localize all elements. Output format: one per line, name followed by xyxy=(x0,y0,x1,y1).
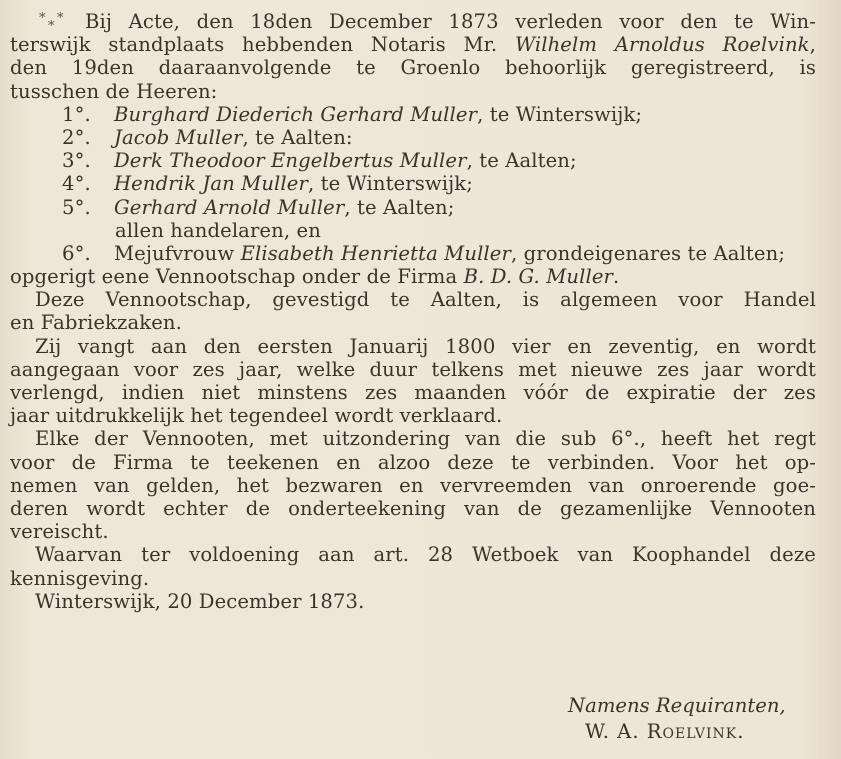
para-deze-line: en Fabriekzaken. xyxy=(10,311,182,335)
partner-name: Elisabeth Henrietta Muller xyxy=(240,241,511,265)
notice-document xyxy=(10,10,816,613)
para-elke-line: Elke der Vennooten, met uitzondering van die sub 6°., heeft het regt xyxy=(35,427,816,451)
asterism-icon: * * * xyxy=(39,11,64,34)
partner-name: Derk Theodoor Engelbertus Muller xyxy=(114,149,467,173)
para-deze-line: Deze Vennootschap, gevestigd te Aalten, is algemeen voor Handel xyxy=(35,288,816,312)
firma-line: opgerigt eene Vennootschap onder de Firma B. D. G. Muller. xyxy=(10,265,620,289)
partner-name: Gerhard Arnold Muller xyxy=(114,195,345,219)
para-zij-line: verlengd, indien niet minstens zes maanden vóór de expiratie der zes xyxy=(10,381,816,404)
partner-item: 3°. Derk Theodoor Engelbertus Muller, te Aalten; xyxy=(62,149,577,173)
allen-line: allen handelaren, en xyxy=(115,218,321,242)
para-elke-line: vereischt. xyxy=(10,520,109,544)
para-elke-line: nemen van gelden, het bezwaren en vervreemden van onroerende goe- xyxy=(10,473,816,497)
place-date: Winterswijk, 20 December 1873. xyxy=(35,589,365,613)
para-elke-line: deren wordt echter de onderteekening van de gezamenlijke Vennooten xyxy=(10,496,816,520)
firma-name: B. D. G. Muller xyxy=(463,265,613,289)
partner-name: Jacob Muller xyxy=(114,125,243,149)
partner-item: 5°. Gerhard Arnold Muller, te Aalten; xyxy=(62,195,455,219)
registration-line: den 19den daaraanvolgende te Groenlo behoorlijk geregistreerd, is xyxy=(10,56,816,80)
para-elke-line: voor de Firma te teekenen en alzoo deze te verbinden. Voor het op- xyxy=(10,450,816,474)
partner-item: 2°. Jacob Muller, te Aalten: xyxy=(62,125,353,149)
heeren-line: tusschen de Heeren: xyxy=(10,79,218,103)
partner-item-6: 6°. Mejufvrouw Elisabeth Henrietta Muller, grondeigenares te Aalten; xyxy=(62,241,786,265)
para-waarvan-line: kennisgeving. xyxy=(10,566,150,590)
partner-name: Burghard Diederich Gerhard Muller xyxy=(114,102,478,126)
para-waarvan-line: Waarvan ter voldoening aan art. 28 Wetboek van Koophandel deze xyxy=(35,543,816,567)
signature-on-behalf: Namens Requiranten, xyxy=(568,694,786,717)
notary-name: Wilhelm Arnoldus Roelvink xyxy=(514,33,810,57)
partner-name: Hendrik Jan Muller xyxy=(114,172,308,196)
para-zij-line: Zij vangt aan den eersten Januarij 1800 vier en zeventig, en wordt xyxy=(35,334,816,358)
partner-item: 4°. Hendrik Jan Muller, te Winterswijk; xyxy=(62,172,473,196)
notary-line: terswijk standplaats hebbenden Notaris Mr. Wilhelm Arnoldus Roelvink, xyxy=(10,33,816,57)
signature-name: W. A. Roelvink. xyxy=(585,720,745,743)
opening-line: * * * Bij Acte, den 18den December 1873 verleden voor den te Win- xyxy=(10,10,816,33)
para-zij-line: aangegaan voor zes jaar, welke duur telkens met nieuwe zes jaar wordt xyxy=(10,357,816,381)
partner-item: 1°. Burghard Diederich Gerhard Muller, te Winterswijk; xyxy=(62,102,643,126)
para-zij-line: jaar uitdrukkelijk het tegendeel wordt verklaard. xyxy=(10,404,503,428)
